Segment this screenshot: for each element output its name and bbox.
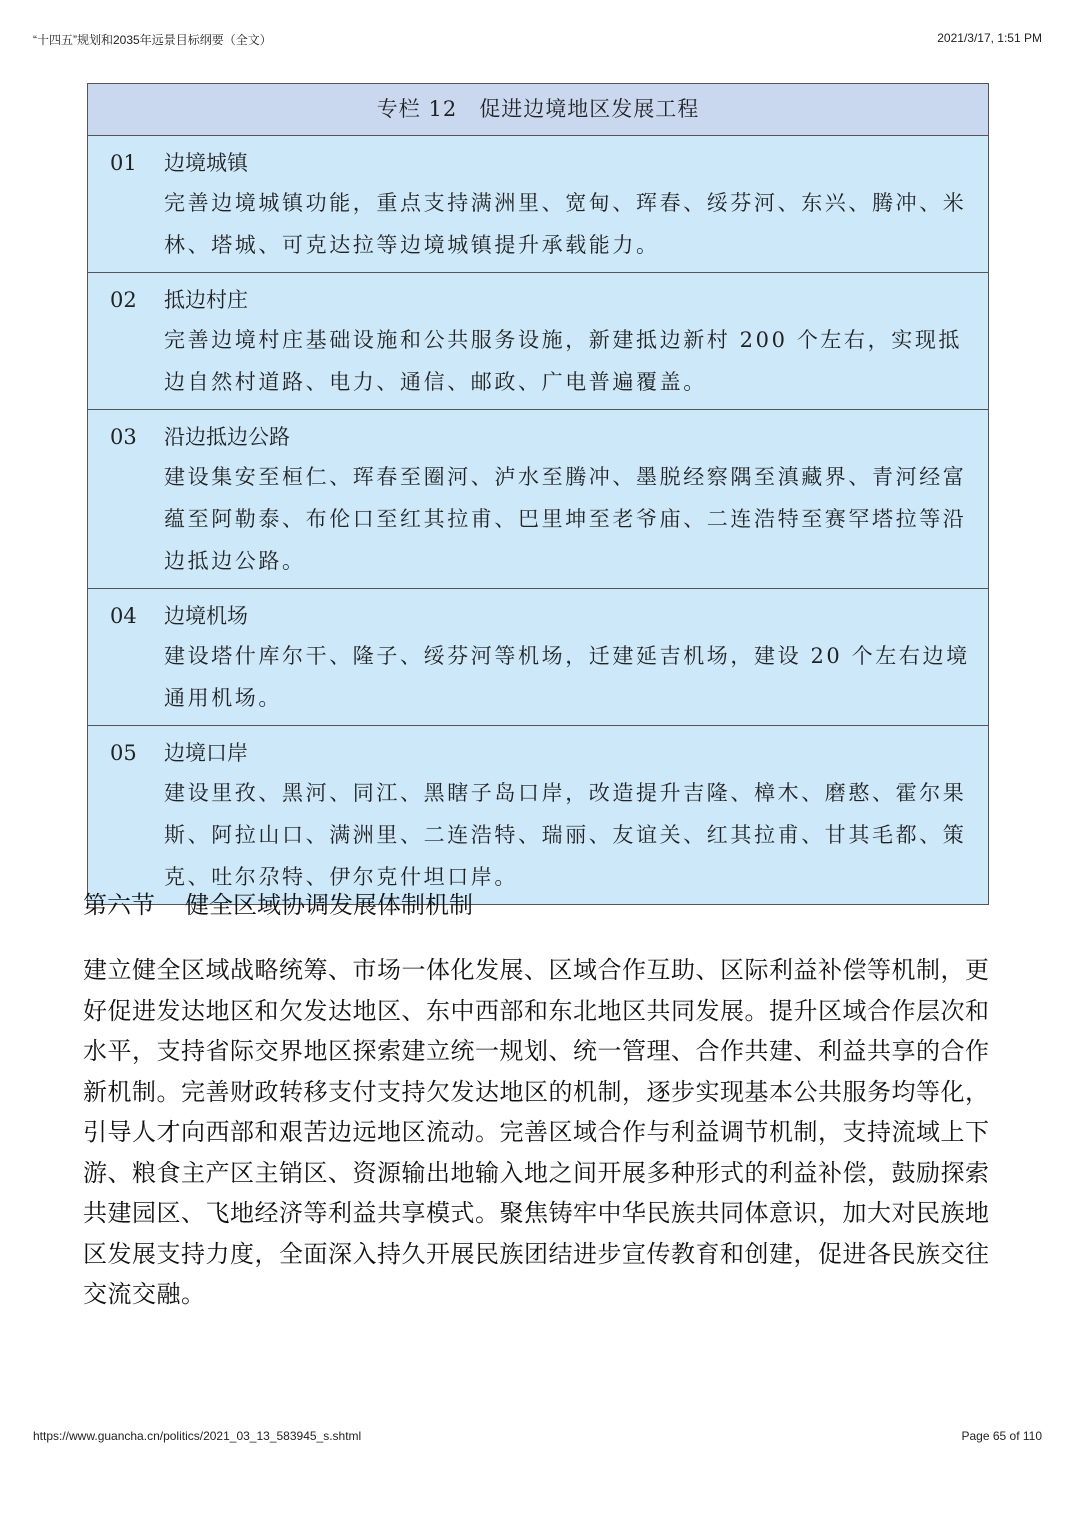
section-heading: [83, 885, 503, 920]
row-number: 05: [110, 741, 137, 765]
row-heading: 沿边抵边公路: [164, 425, 290, 449]
section-title: 健全区域协调发展体制机制: [185, 891, 473, 919]
row-header: [110, 734, 980, 772]
row-heading: 边境机场: [164, 604, 248, 628]
box-row: [88, 726, 988, 904]
row-body: 建设集安至桓仁、珲春至圈河、泸水至腾冲、墨脱经察隅至滇藏界、青河经富蕴至阿勒泰、布伦口至红其拉甫、巴里坤至老爷庙、二连浩特至赛罕塔拉等沿边抵边公路。: [164, 465, 967, 573]
row-header: [110, 144, 980, 182]
box-row: [88, 273, 988, 410]
row-body: 建设里孜、黑河、同江、黑瞎子岛口岸，改造提升吉隆、樟木、磨憨、霍尔果斯、阿拉山口、满洲里、二连浩特、瑞丽、友谊关、红其拉甫、甘其毛都、策克、吐尔尕特、伊尔克什坦口岸。: [164, 781, 967, 889]
row-heading: 边境城镇: [164, 151, 248, 175]
print-footer-page: Page 65 of 110: [961, 1429, 1042, 1443]
box-row: [88, 410, 988, 589]
row-number: 03: [110, 425, 137, 449]
print-footer-url: https://www.guancha.cn/politics/2021_03_13_583945_s.shtml: [33, 1429, 362, 1443]
print-header-title: “十四五”规划和2035年远景目标纲要（全文）: [33, 33, 272, 47]
box-title: 专栏 12 促进边境地区发展工程: [88, 84, 988, 136]
row-heading: 抵边村庄: [164, 288, 248, 312]
box-row: [88, 136, 988, 273]
row-header: [110, 281, 980, 319]
section-label: 第六节: [83, 891, 155, 919]
feature-box: [87, 83, 989, 905]
row-header: [110, 597, 980, 635]
row-body: 完善边境村庄基础设施和公共服务设施，新建抵边新村 200 个左右，实现抵边自然村道路、电力、通信、邮政、广电普遍覆盖。: [164, 328, 963, 394]
row-number: 04: [110, 604, 137, 628]
print-header-datetime: 2021/3/17, 1:51 PM: [937, 31, 1042, 45]
row-body: 完善边境城镇功能，重点支持满洲里、宽甸、珲春、绥芬河、东兴、腾冲、米林、塔城、可克达拉等边境城镇提升承载能力。: [164, 191, 967, 257]
body-paragraph: 建立健全区域战略统筹、市场一体化发展、区域合作互助、区际利益补偿等机制，更好促进发达地区和欠发达地区、东中西部和东北地区共同发展。提升区域合作层次和水平，支持省际交界地区探索建立统一规划、统一管理、合作共建、利益共享的合作新机制。完善财政转移支付支持欠发达地区的机制，逐步实现基本公共服务均等化，引导人才向西部和艰苦边远地区流动。完善区域合作与利益调节机制，支持流域上下游、粮食主产区主销区、资源输出地输入地之间开展多种形式的利益补偿，鼓励探索共建园区、飞地经济等利益共享模式。聚焦铸牢中华民族共同体意识，加大对民族地区发展支持力度，全面深入持久开展民族团结进步宣传教育和创建，促进各民族交往交流交融。: [83, 956, 990, 1308]
row-heading: 边境口岸: [164, 741, 248, 765]
row-number: 01: [110, 151, 137, 175]
row-body: 建设塔什库尔干、隆子、绥芬河等机场，迁建延吉机场，建设 20 个左右边境通用机场。: [164, 644, 970, 710]
box-row: [88, 589, 988, 726]
row-header: [110, 418, 980, 456]
row-number: 02: [110, 288, 137, 312]
